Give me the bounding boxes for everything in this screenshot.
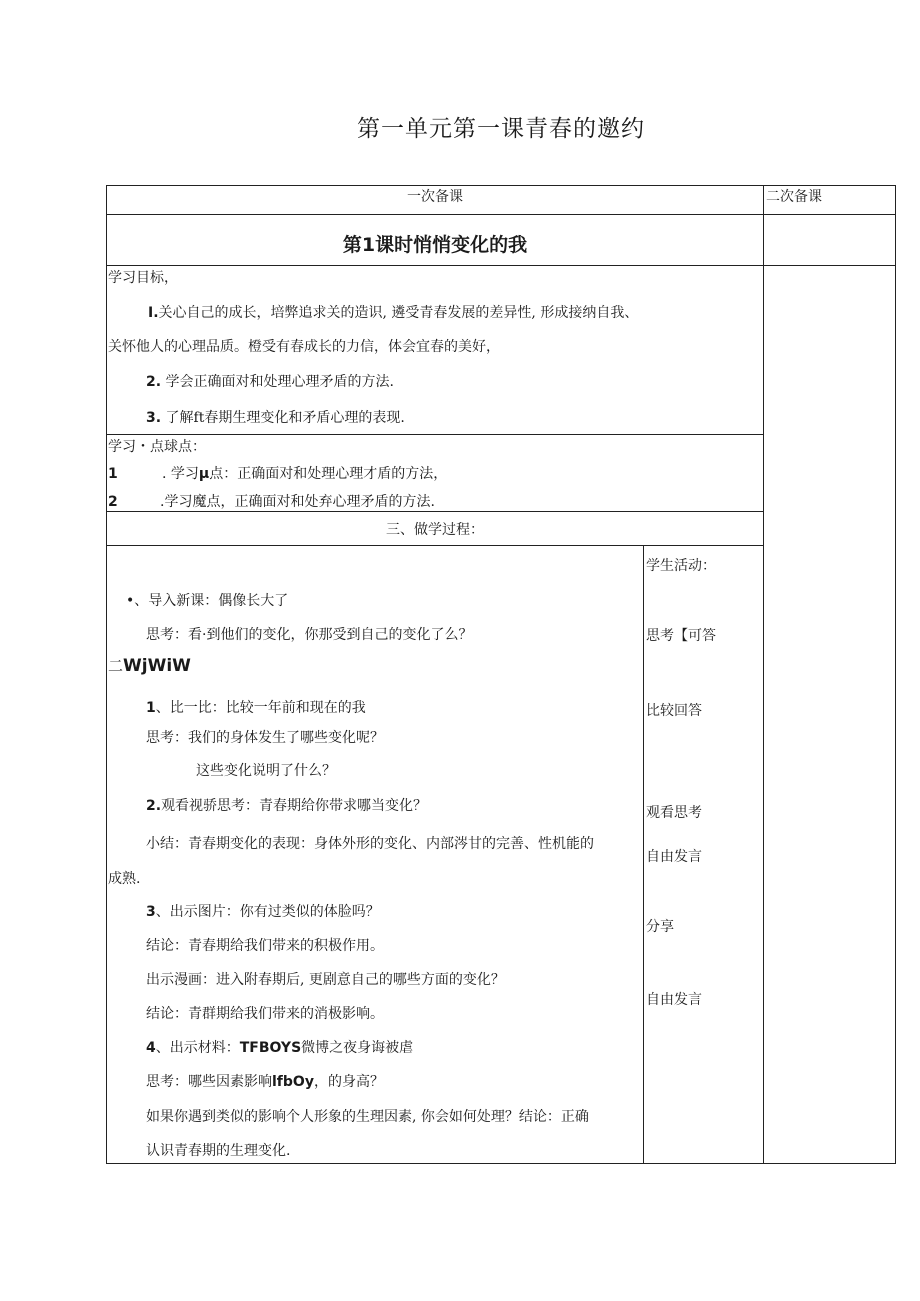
step-2: 2.观看视骄思考：青春期给你带求哪当变化？: [146, 798, 428, 814]
summary-line-1: 小结：青春期变化的表现：身体外形的变化、内部涔甘的完善、性机能的: [146, 836, 594, 852]
header-first-prep: 一次备课: [407, 189, 463, 205]
think-line-1: 思考：看·到他们的变化，你那受到自己的变化了么？: [146, 627, 473, 643]
activity-item: 思考【可答: [646, 628, 716, 644]
step-1-think: 思考：我们的身体发生了哪些变化呢？: [146, 730, 384, 746]
step-3-comic: 出示漫画：进入附春期后, 更剧意自己的哪些方面的变化？: [146, 972, 505, 988]
section-heading: 二WjWiW: [108, 656, 191, 676]
activity-item: 自由发言: [646, 992, 702, 1008]
keypoint-1: . 学习μ点：正确面对和处理心理才盾的方法，: [162, 466, 448, 482]
activities-heading: 学生活动：: [646, 558, 716, 574]
activity-item: 分享: [646, 919, 674, 935]
page-title: 第一单元第一课青春的邀约: [357, 116, 645, 142]
keypoints-heading: 学习・点球点：: [108, 439, 206, 455]
step-4-question-1: 如果你遇到类似的影响个人形象的生理因素, 你会如何处理？结论：正确: [146, 1109, 589, 1125]
step-3-conclusion: 结论：青春期给我们带来的积极作用。: [146, 938, 384, 954]
activity-item: 比较回答: [646, 703, 702, 719]
lesson-title: 第1课时悄悄变化的我: [342, 234, 528, 256]
header-second-prep: 二次备课: [766, 189, 822, 205]
step-4-question-2: 认识青春期的生理变化.: [146, 1143, 291, 1159]
activity-item: 自由发言: [646, 849, 702, 865]
step-3: 3、出示图片：你有过类似的体脸吗？: [146, 904, 380, 920]
objective-item-1: I.关心自己的成长，培弊追求关的造识, 遴受青春发展的差异性, 形成接纳自我、: [148, 305, 639, 321]
process-heading: 三、做学过程：: [386, 522, 484, 538]
objective-item-3: 3. 了解ft春期生理变化和矛盾心理的表现.: [146, 410, 405, 426]
keypoint-2: .学习魔点，正确面对和处弃心理矛盾的方法.: [160, 494, 435, 510]
step-3-conclusion-2: 结论：青群期给我们带来的消极影响。: [146, 1006, 384, 1022]
keypoint-1-number: 1: [108, 466, 118, 482]
objective-item-1-cont: 关怀他人的心理品质。橙受有春成长的力信，体会宜春的美好，: [108, 339, 500, 355]
activity-item: 观看思考: [646, 805, 702, 821]
objective-item-2: 2. 学会正确面对和处理心理矛盾的方法.: [146, 374, 394, 390]
objectives-heading: 学习目标，: [108, 270, 178, 286]
step-4-think: 思考：哪些因素影响lfbOy，的身高？: [146, 1074, 384, 1090]
summary-line-2: 成熟.: [108, 871, 141, 887]
intro-line: •、导入新课：偶像长大了: [126, 593, 289, 609]
keypoint-2-number: 2: [108, 494, 118, 510]
step-1-think-2: 这些变化说明了什么？: [196, 763, 336, 779]
step-1: 1、比一比：比较一年前和现在的我: [146, 700, 366, 716]
step-4: 4、出示材料：TFBOYS微博之夜身诲被虐: [146, 1040, 414, 1056]
